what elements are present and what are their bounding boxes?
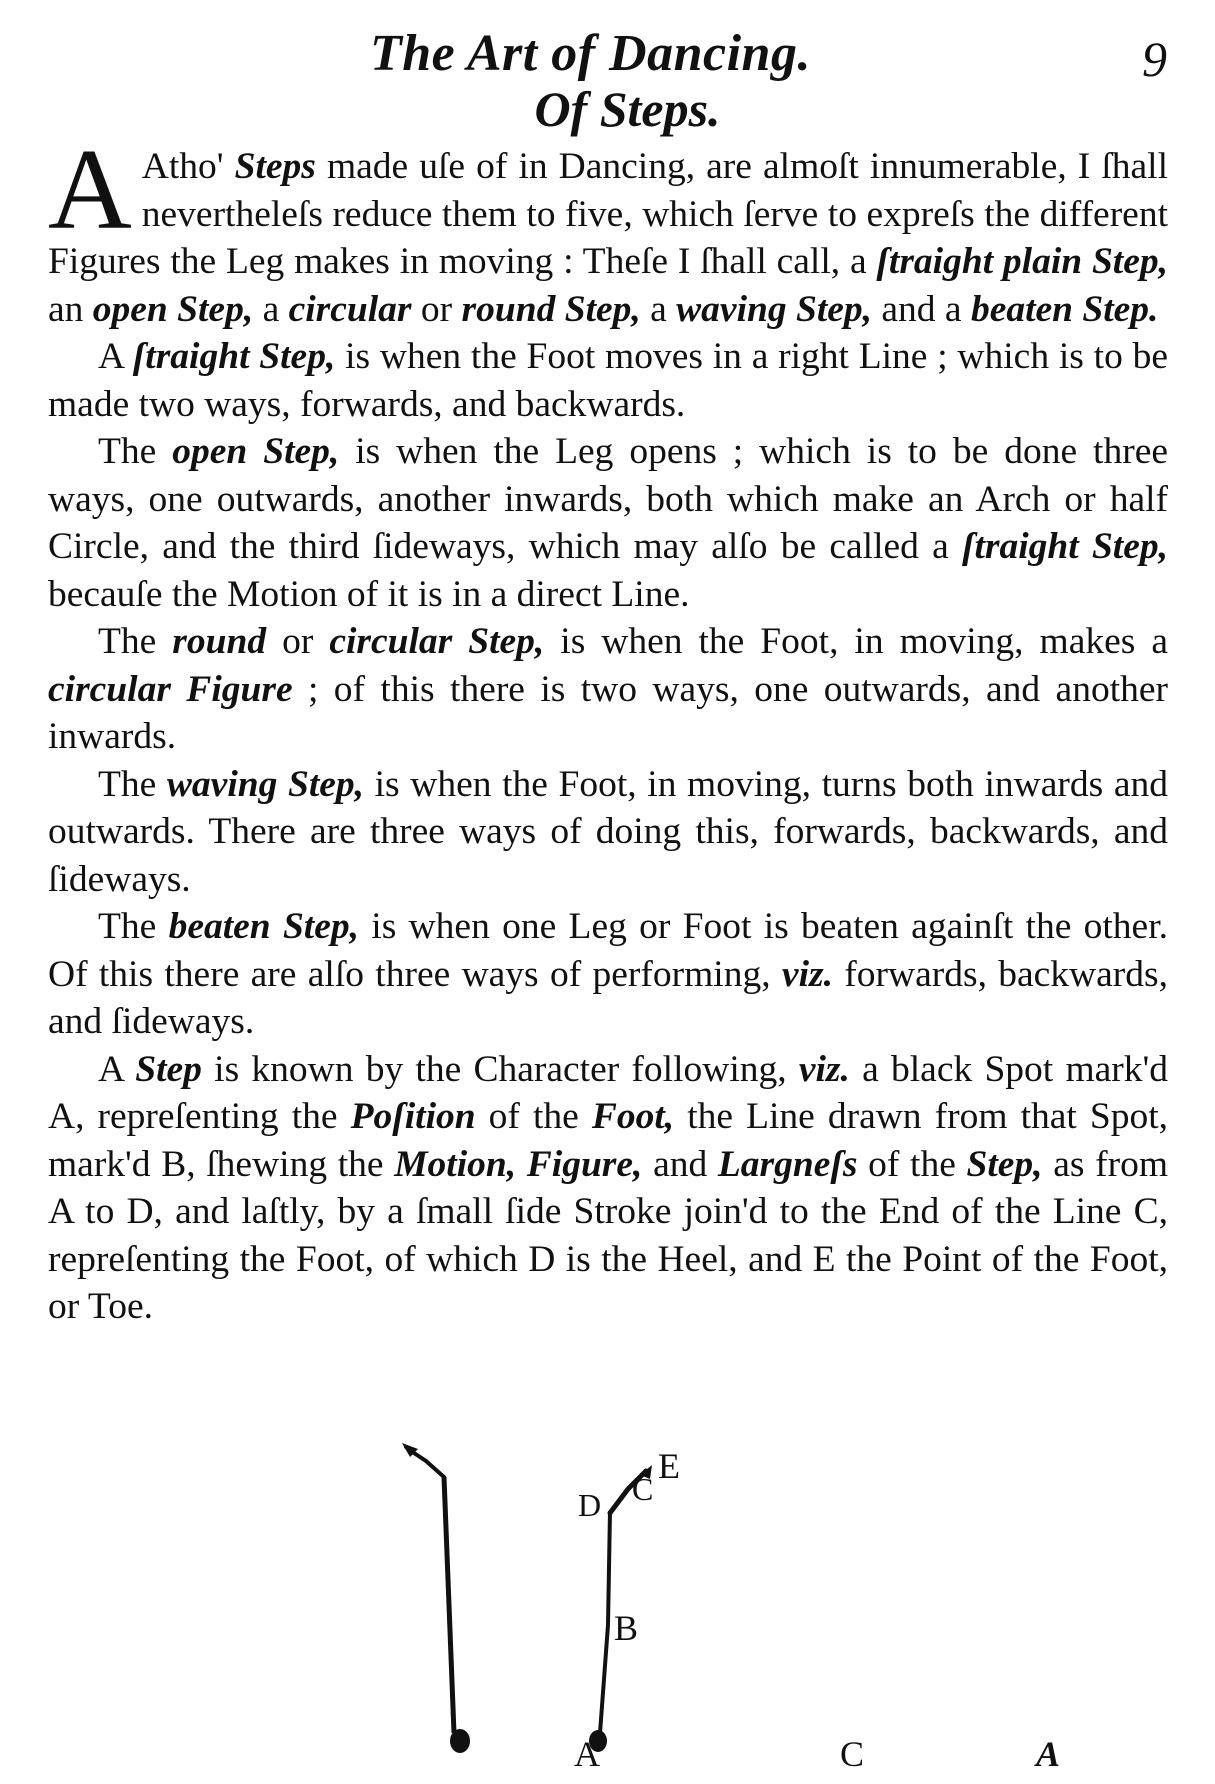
text-run: is when the Foot moves in a right Line ; which is to be made two ways, forwards, and backwards. — [48, 336, 1168, 425]
page-number: 9 — [1142, 31, 1167, 87]
label-B: B — [614, 1608, 639, 1648]
running-head — [0, 18, 1215, 88]
emphasis-text: viz. — [781, 953, 833, 995]
text-run: an — [48, 288, 93, 330]
running-title: The Art of Dancing. — [370, 25, 811, 82]
text-run: Atho' — [141, 146, 235, 187]
label-D: D — [578, 1487, 602, 1523]
emphasis-text: Foot, — [591, 1096, 675, 1137]
emphasis-text: waving Step, — [166, 763, 365, 805]
text-run: The — [98, 763, 167, 805]
text-run: a — [253, 288, 289, 330]
text-run: as from A to D, and laſtly, by a ſmall ſide Stroke join'd to the End of the Line C, repreſenting the Foot, of which D is the Heel, and E the Point of the Foot, or Toe. — [48, 1143, 1168, 1327]
step-figure — [400, 1435, 1180, 1775]
label-C-bottom: C — [840, 1734, 865, 1774]
emphasis-text: beaten Step. — [970, 288, 1159, 330]
paragraph — [48, 903, 1168, 1046]
text-run: or — [266, 621, 330, 662]
emphasis-text: ſtraight plain Step, — [876, 241, 1168, 282]
text-run: and a — [872, 288, 971, 330]
emphasis-text: ſtraight Step, — [132, 336, 336, 377]
paragraph — [48, 1046, 1168, 1331]
emphasis-text: beaten Step, — [168, 906, 359, 947]
text-run: forwards, backwards, and ſideways. — [48, 953, 1168, 1042]
left-step-spot — [450, 1729, 470, 1753]
step-diagram-svg — [400, 1435, 1180, 1775]
emphasis-text: open Step, — [172, 431, 340, 472]
text-run: of the — [475, 1096, 592, 1137]
paragraph — [48, 333, 1168, 428]
label-A: A — [574, 1734, 600, 1774]
paragraph — [48, 428, 1168, 618]
text-run: is when the Foot, in moving, turns both inwards and outwards. There are three ways of doing this, forwards, backwards, and ſideways. — [48, 763, 1168, 900]
text-run: made uſe of in Dancing, are almoſt innumerable, I ſhall nevertheleſs reduce them to five, which ſerve to expreſs the different Figures the Leg makes in moving : Theſe I ſhall call, a — [48, 146, 1168, 282]
emphasis-text: circular Step, — [329, 621, 545, 662]
emphasis-text: ſtraight Step, — [962, 526, 1168, 567]
text-run: is known by the Character following, — [201, 1048, 799, 1090]
body-text — [48, 126, 1169, 1331]
motion-line-B-upper — [608, 1511, 610, 1625]
emphasis-text: round — [172, 621, 267, 662]
text-run: is when the Leg opens ; which is to be done three ways, one outwards, another inwards, both which make an Arch or half Circle, and the third ſideways, which may alſo be called a — [48, 431, 1168, 567]
emphasis-text: waving Step, — [676, 288, 873, 330]
label-A-right: A — [1036, 1734, 1061, 1774]
text-run: A — [98, 336, 133, 377]
text-run: ; of this there is two ways, one outwards, and another inwards. — [48, 668, 1168, 757]
emphasis-text: Step — [135, 1048, 202, 1090]
left-step-character — [402, 1443, 470, 1753]
emphasis-text: open Step, — [92, 288, 254, 330]
text-run: The — [98, 621, 173, 662]
emphasis-text: Motion, Figure, — [394, 1143, 643, 1185]
text-run: A — [98, 1048, 136, 1090]
left-step-line — [444, 1477, 454, 1733]
label-C-top: C — [632, 1471, 654, 1507]
emphasis-text: circular Figure — [48, 668, 293, 710]
text-run: a — [640, 288, 677, 330]
paragraph — [48, 761, 1168, 904]
text-run: The — [98, 431, 173, 472]
text-run: the Line drawn from that Spot, mark'd B, ſhewing the — [48, 1096, 1168, 1185]
emphasis-text: Largneſs — [717, 1143, 858, 1185]
text-run: and — [642, 1143, 718, 1185]
text-run: of the — [857, 1143, 967, 1185]
text-run: a black Spot mark'd A, repreſenting the — [48, 1048, 1169, 1137]
text-run: The — [98, 906, 169, 947]
text-run: is when the Foot, in moving, makes a — [544, 621, 1168, 662]
drop-cap: A — [48, 126, 132, 254]
emphasis-text: viz. — [798, 1048, 850, 1090]
emphasis-text: Step, — [966, 1143, 1043, 1185]
section-title: Of Steps. — [534, 81, 721, 137]
emphasis-text: circular — [288, 288, 412, 330]
paragraph — [48, 126, 1168, 333]
emphasis-text: Steps — [234, 146, 316, 187]
text-run: becauſe the Motion of it is in a direct Line. — [48, 573, 690, 615]
label-E: E — [658, 1446, 680, 1486]
text-run: is when one Leg or Foot is beaten againſt the other. Of this there are alſo three ways of performing, — [48, 906, 1168, 995]
motion-line-B — [600, 1625, 608, 1733]
paragraph — [48, 618, 1168, 761]
emphasis-text: Poſition — [350, 1096, 476, 1137]
emphasis-text: round Step, — [461, 288, 641, 330]
text-run: or — [411, 288, 462, 330]
